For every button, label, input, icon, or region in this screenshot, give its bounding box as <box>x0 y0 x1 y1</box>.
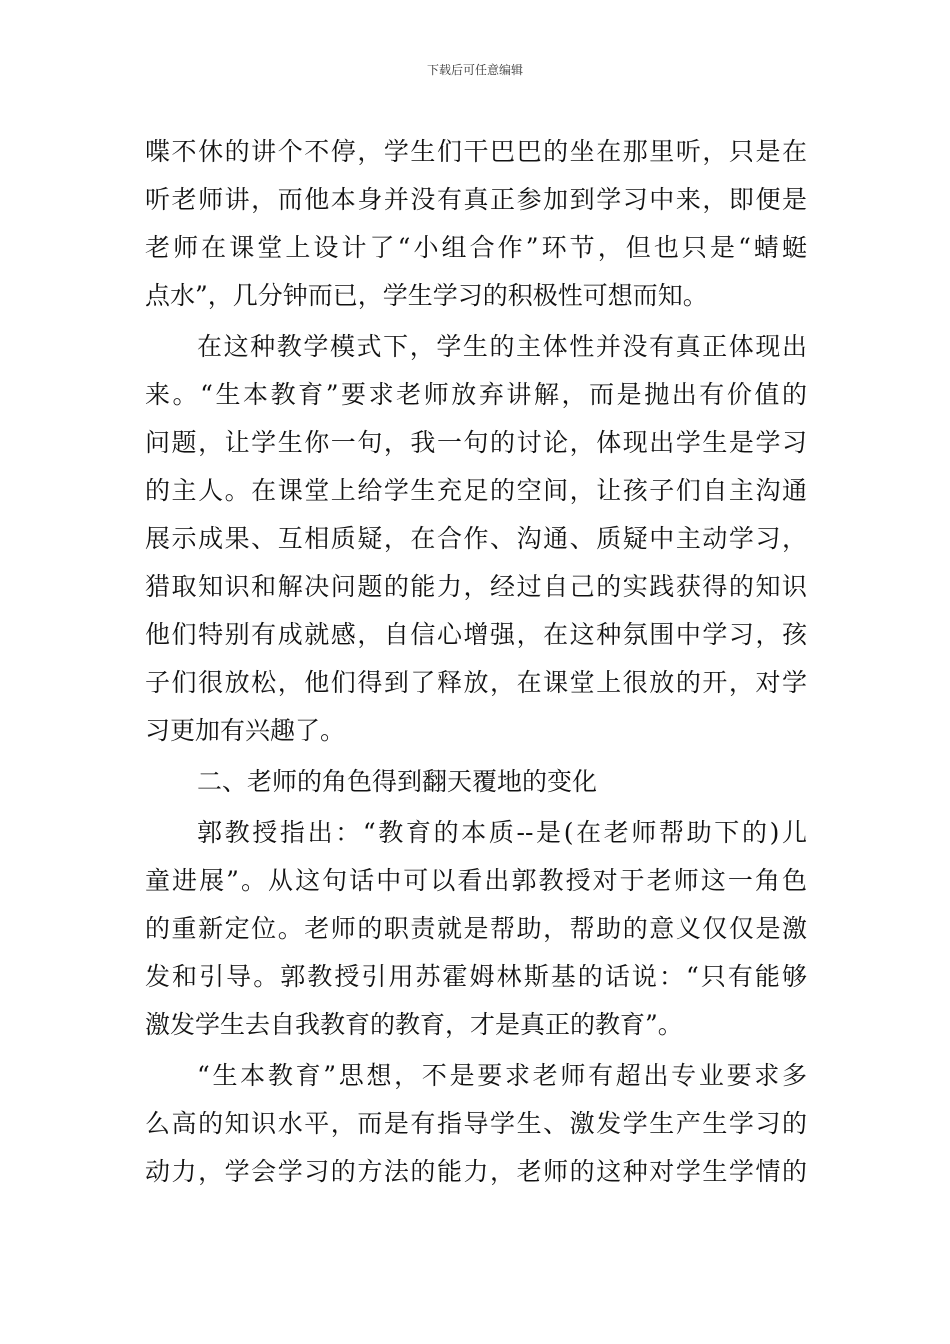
text-line: 么高的知识水平，而是有指导学生、激发学生产生学习的 <box>145 1109 807 1138</box>
page-header: 下载后可任意编辑 <box>426 63 523 77</box>
text-line: 子们很放松，他们得到了释放，在课堂上很放的开，对学 <box>145 668 807 697</box>
text-line: 发和引导。郭教授引用苏霍姆林斯基的话说：“只有能够 <box>145 962 807 991</box>
text-line: 习更加有兴趣了。 <box>145 716 346 745</box>
section-heading: 二、老师的角色得到翻天覆地的变化 <box>197 767 598 796</box>
text-line: 他们特别有成就感，自信心增强，在这种氛围中学习，孩 <box>145 620 807 649</box>
text-line: 来。“生本教育”要求老师放弃讲解，而是抛出有价值的 <box>145 380 807 409</box>
text-line: 动力，学会学习的方法的能力，老师的这种对学生学情的 <box>145 1157 807 1186</box>
text-line: 老师在课堂上设计了“小组合作”环节，但也只是“蜻蜓 <box>145 233 807 262</box>
text-line: “生本教育”思想，不是要求老师有超出专业要求多 <box>197 1061 807 1090</box>
text-line: 的重新定位。老师的职责就是帮助，帮助的意义仅仅是激 <box>145 914 807 943</box>
text-line: 猎取知识和解决问题的能力，经过自己的实践获得的知识 <box>145 572 807 601</box>
text-line: 展示成果、互相质疑，在合作、沟通、质疑中主动学习， <box>145 524 807 553</box>
text-line: 喋不休的讲个不停，学生们干巴巴的坐在那里听，只是在 <box>145 137 807 166</box>
text-line: 听老师讲，而他本身并没有真正参加到学习中来，即便是 <box>145 185 807 214</box>
text-line: 童进展”。从这句话中可以看出郭教授对于老师这一角色 <box>145 866 807 895</box>
text-line: 在这种教学模式下，学生的主体性并没有真正体现出 <box>197 332 807 361</box>
text-line: 点水”，几分钟而已，学生学习的积极性可想而知。 <box>145 281 708 310</box>
text-line: 问题，让学生你一句，我一句的讨论，体现出学生是学习 <box>145 428 807 457</box>
text-line: 的主人。在课堂上给学生充足的空间，让孩子们自主沟通 <box>145 476 807 505</box>
text-line: 郭教授指出：“教育的本质--是(在老师帮助下的)儿 <box>197 818 807 847</box>
text-line: 激发学生去自我教育的教育，才是真正的教育”。 <box>145 1010 683 1039</box>
document-body <box>145 128 807 1196</box>
